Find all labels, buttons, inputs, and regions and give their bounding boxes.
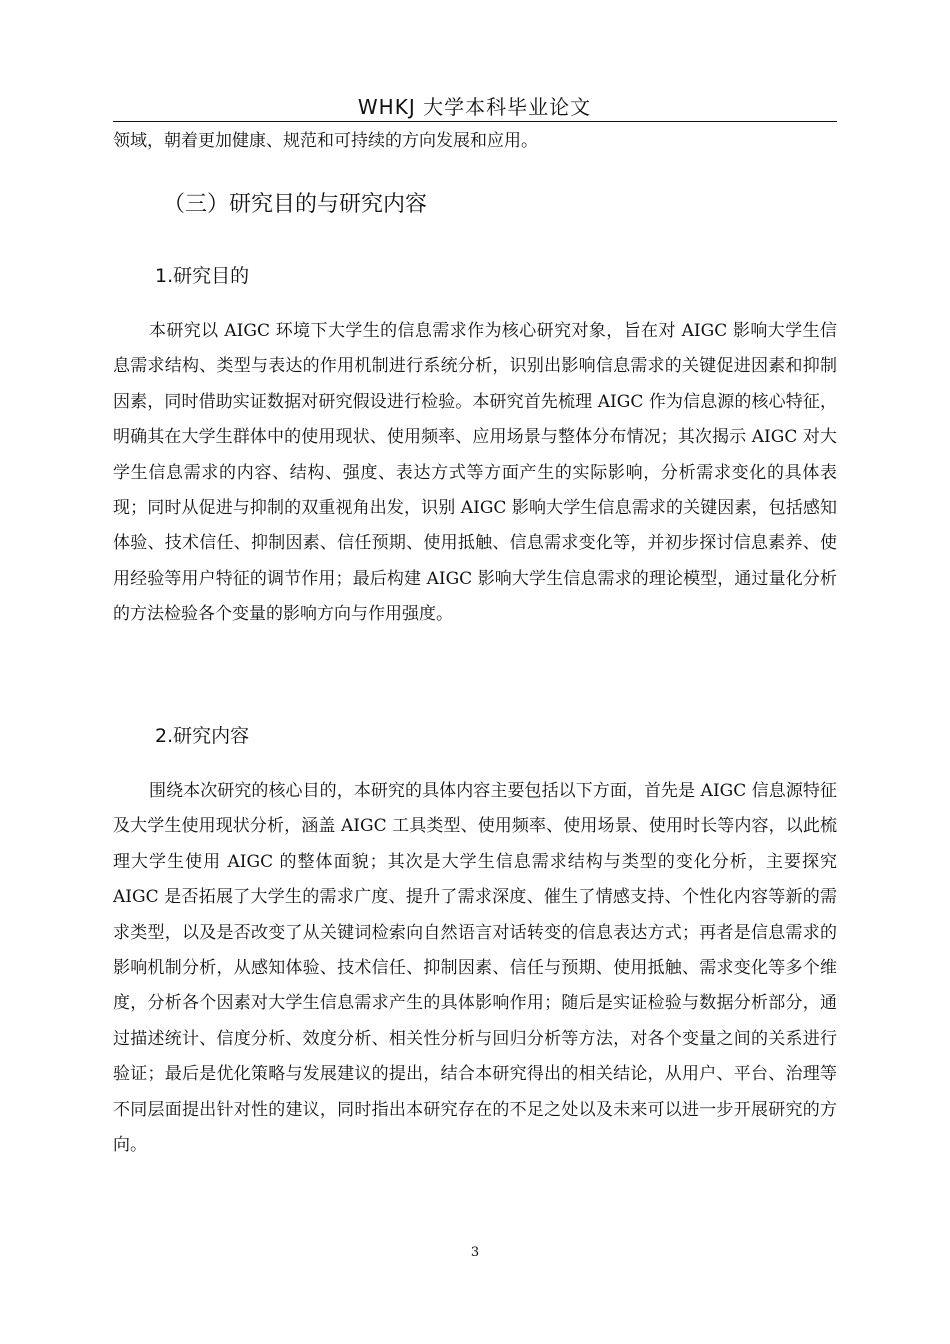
running-header: WHKJ 大学本科毕业论文 bbox=[357, 95, 592, 119]
paragraph-research-purpose: 本研究以 AIGC 环境下大学生的信息需求作为核心研究对象，旨在对 AIGC 影响大学生信息需求结构、类型与表达的作用机制进行系统分析，识别出影响信息需求的关键促进因素和抑制因素，同时借助实证数据对研究假设进行检验。本研究首先梳理 AIGC 作为信息源的核心特征，明确其在大学生群体中的使用现状、使用频率、应用场景与整体分布情况；其次揭示 AIGC 对大学生信息需求的内容、结构、强度、表达方式等方面产生的实际影响，分析需求变化的具体表现；同时从促进与抑制的双重视角出发，识别 AIGC 影响大学生信息需求的关键因素，包括感知体验、技术信任、抑制因素、信任预期、使用抵触、信息需求变化等，并初步探讨信息素养、使用经验等用户特征的调节作用；最后构建 AIGC 影响大学生信息需求的理论模型，通过量化分析的方法检验各个变量的影响方向与作用强度。 bbox=[113, 321, 837, 625]
section-heading: （三）研究目的与研究内容 bbox=[163, 192, 428, 217]
paragraph-research-content: 围绕本次研究的核心目的，本研究的具体内容主要包括以下方面，首先是 AIGC 信息源特征及大学生使用现状分析，涵盖 AIGC 工具类型、使用频率、使用场景、使用时长等内容，以此梳理大学生使用 AIGC 的整体面貌；其次是大学生信息需求结构与类型的变化分析，主要探究 AIGC 是否拓展了大学生的需求广度、提升了需求深度、催生了情感支持、个性化内容等新的需求类型，以及是否改变了从关键词检索向自然语言对话转变的信息表达方式；再者是信息需求的影响机制分析，从感知体验、技术信任、抑制因素、信任与预期、使用抵触、需求变化等多个维度，分析各个因素对大学生信息需求产生的具体影响作用；随后是实证检验与数据分析部分，通过描述统计、信度分析、效度分析、相关性分析与回归分析等方法，对各个变量之间的关系进行验证；最后是优化策略与发展建议的提出，结合本研究得出的相关结论，从用户、平台、治理等不同层面提出针对性的建议，同时指出本研究存在的不足之处以及未来可以进一步开展研究的方向。 bbox=[113, 781, 837, 1156]
subsection-heading-research-purpose: 1.研究目的 bbox=[155, 265, 250, 287]
continued-paragraph: 领域，朝着更加健康、规范和可持续的方向发展和应用。 bbox=[113, 131, 538, 151]
subsection-heading-research-content: 2.研究内容 bbox=[155, 725, 250, 747]
page-number: 3 bbox=[470, 1245, 480, 1260]
header-divider bbox=[113, 121, 837, 122]
